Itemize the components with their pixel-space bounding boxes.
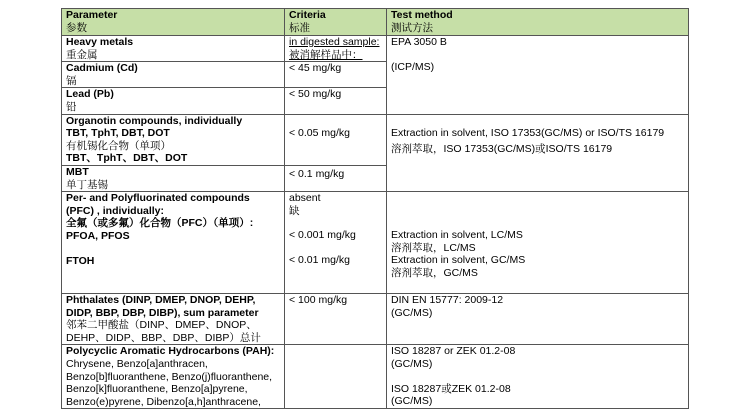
test-criteria-table [61,8,689,409]
method-heavy-metals: EPA 3050 B (ICP/MS) [387,36,689,115]
table-row-pah [62,345,689,409]
criteria-lead: < 50 mg/kg [285,88,387,114]
criteria-pah [285,345,387,409]
criteria-cadmium: < 45 mg/kg [285,62,387,88]
table-row-organotin [62,114,689,165]
criteria-organotin: < 0.05 mg/kg [285,114,387,165]
header-test-method: Test method 测试方法 [387,9,689,36]
param-mbt: MBT 单丁基锡 [62,165,285,191]
param-lead: Lead (Pb) 铅 [62,88,285,114]
method-organotin: Extraction in solvent, ISO 17353(GC/MS) or ISO/TS 16179 溶剂萃取，ISO 17353(GC/MS)或ISO/TS 16179 [387,114,689,192]
param-pah: Polycyclic Aromatic Hydrocarbons (PAH): Chrysene, Benzo[a]anthracen, Benzo[b]fluoranthene, Benzo(j)fluoranthene, Benzo[k]fluoranthene, Benzo[a]pyrene, Benzo(e)pyrene, Dibenzo[a,h]anthracene, [62,345,285,409]
table-row-heavy-metals [62,36,689,62]
table-row-phthalates [62,294,689,345]
criteria-heavy-metals: in digested sample: 被消解样品中： [285,36,387,62]
param-pfc: Per- and Polyfluorinated compounds (PFC) , individually: 全氟（或多氟）化合物（PFC）（单项）: PFOA, PFOS FTOH [62,192,285,294]
table-row-pfc [62,192,689,294]
header-parameter: Parameter 参数 [62,9,285,36]
param-phthalates: Phthalates (DINP, DMEP, DNOP, DEHP, DIDP, BBP, DBP, DIBP), sum parameter 邻苯二甲酸盐（DINP、DMEP、DNOP、DEHP、DIDP、BBP、DBP、DIBP）总计 [62,294,285,345]
table-header-row [62,9,689,36]
criteria-pfc: absent 缺 < 0.001 mg/kg < 0.01 mg/kg [285,192,387,294]
header-criteria: Criteria 标准 [285,9,387,36]
method-phthalates: DIN EN 15777: 2009-12 (GC/MS) [387,294,689,345]
method-pfc: Extraction in solvent, LC/MS 溶剂萃取，LC/MS Extraction in solvent, GC/MS 溶剂萃取，GC/MS [387,192,689,294]
param-heavy-metals: Heavy metals 重金属 [62,36,285,62]
param-cadmium: Cadmium (Cd) 镉 [62,62,285,88]
criteria-mbt: < 0.1 mg/kg [285,165,387,191]
param-organotin: Organotin compounds, individually TBT, TphT, DBT, DOT 有机锡化合物（单项） TBT、TphT、DBT、DOT [62,114,285,165]
criteria-phthalates: < 100 mg/kg [285,294,387,345]
method-pah: ISO 18287 or ZEK 01.2-08 (GC/MS) ISO 18287或ZEK 01.2-08 (GC/MS) [387,345,689,409]
